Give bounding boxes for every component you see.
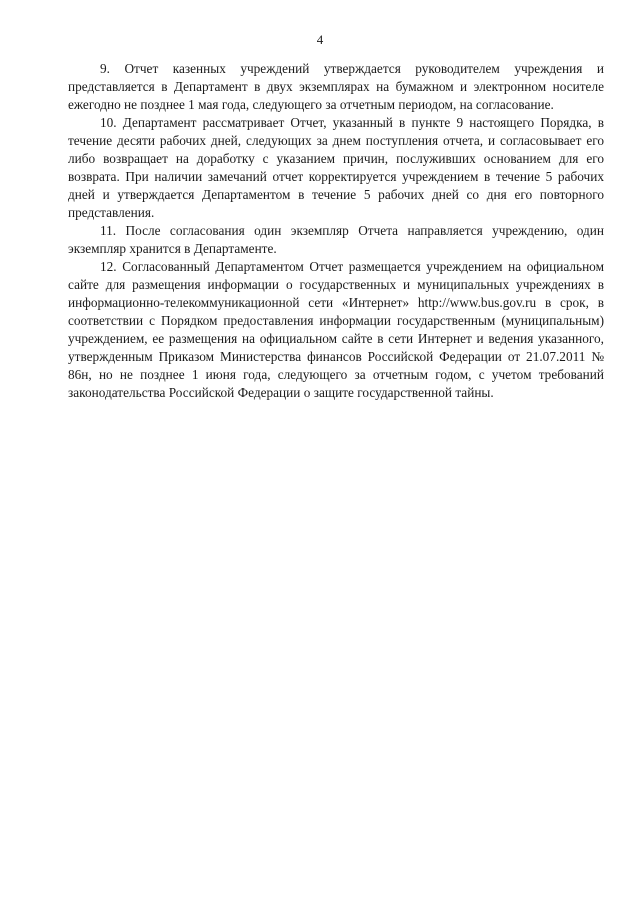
paragraph-11: 11. После согласования один экземпляр Отчета направляется учреждению, один экземпляр хранится в Департаменте. [68,223,604,256]
paragraph-9: 9. Отчет казенных учреждений утверждается руководителем учреждения и представляется в Департамент в двух экземплярах на бумажном и электронном носителе ежегодно не позднее 1 мая года, следующего за отчетным периодом, на согласование. [68,61,604,112]
paragraph-10: 10. Департамент рассматривает Отчет, указанный в пункте 9 настоящего Порядка, в течение десяти рабочих дней, следующих за днем поступления отчета, и согласовывает его либо возвращает на доработку с указанием причин, послуживших основанием для его возврата. При наличии замечаний отчет корректируется учреждением в течение 5 рабочих дней и утверждается Департаментом в течение 5 рабочих дней со дня его повторного представления. [68,115,604,220]
paragraph-12: 12. Согласованный Департаментом Отчет размещается учреждением на официальном сайте для размещения информации о государственных и муниципальных учреждениях в информационно-телекоммуникационной сети «Интернет» http://www.bus.gov.ru в срок, в соответствии с Порядком предоставления информации государственным (муниципальным) учреждением, ее размещения на официальном сайте в сети Интернет и ведения указанного, утвержденным Приказом Министерства финансов Российской Федерации от 21.07.2011 № 86н, но не позднее 1 июня года, следующего за отчетным годом, с учетом требований законодательства Российской Федерации о защите государственной тайны. [68,259,604,400]
page-number: 4 [316,32,324,47]
document-body [68,60,604,402]
